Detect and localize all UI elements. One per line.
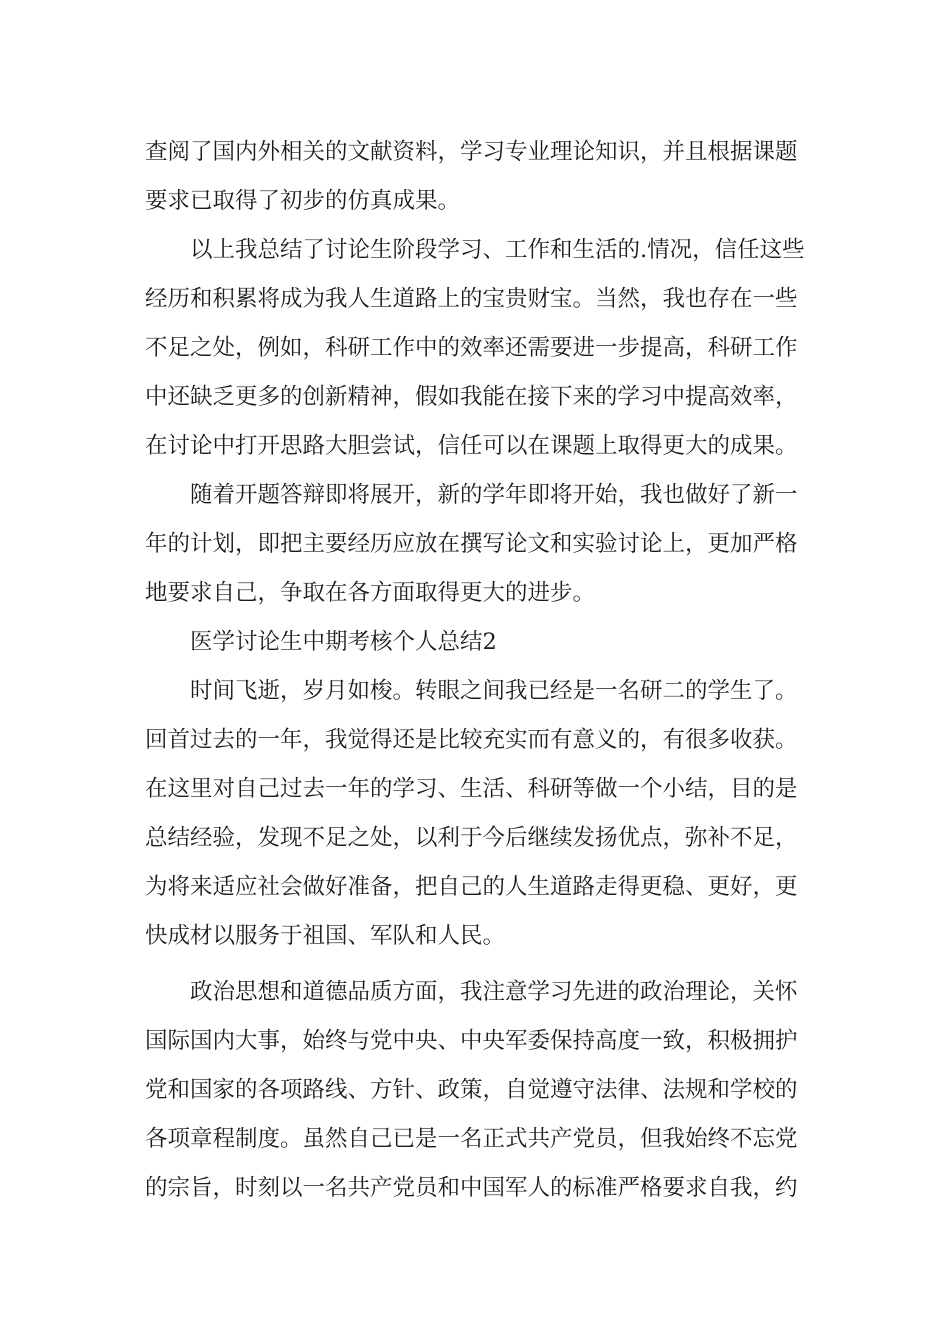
paragraph-line: 年的计划，即把主要经历应放在撰写论文和实验讨论上，更加严格 [145,531,798,557]
paragraph-line: 查阅了国内外相关的文献资料，学习专业理论知识，并且根据课题 [145,139,798,165]
paragraph-line: 要求已取得了初步的仿真成果。 [145,188,461,214]
paragraph-line: 为将来适应社会做好准备，把自己的人生道路走得更稳、更好，更 [145,874,798,900]
paragraph-line: 各项章程制度。虽然自己已是一名正式共产党员，但我始终不忘党 [145,1126,798,1152]
paragraph-line: 经历和积累将成为我人生道路上的宝贵财宝。当然，我也存在一些 [145,286,798,312]
document-body [145,128,810,1213]
paragraph-line: 政治思想和道德品质方面，我注意学习先进的政治理论，关怀 [190,979,798,1005]
section-heading: 医学讨论生中期考核个人总结2 [190,629,497,655]
paragraph-line: 的宗旨，时刻以一名共产党员和中国军人的标准严格要求自我，约 [145,1175,798,1201]
paragraph-line: 地要求自己，争取在各方面取得更大的进步。 [145,580,596,606]
paragraph-line: 中还缺乏更多的创新精神，假如我能在接下来的学习中提高效率， [145,384,798,410]
paragraph-line: 回首过去的一年，我觉得还是比较充实而有意义的，有很多收获。 [145,727,798,753]
paragraph-line: 党和国家的各项路线、方针、政策，自觉遵守法律、法规和学校的 [145,1077,798,1103]
paragraph-line: 时间飞逝，岁月如梭。转眼之间我已经是一名研二的学生了。 [190,678,798,704]
paragraph-line: 快成材以服务于祖国、军队和人民。 [145,923,506,949]
paragraph-line: 国际国内大事，始终与党中央、中央军委保持高度一致，积极拥护 [145,1028,798,1054]
paragraph-line: 在这里对自己过去一年的学习、生活、科研等做一个小结，目的是 [145,776,798,802]
paragraph-line: 总结经验，发现不足之处，以利于今后继续发扬优点，弥补不足， [145,825,798,851]
paragraph-line: 不足之处，例如，科研工作中的效率还需要进一步提高，科研工作 [145,335,798,361]
paragraph-line: 在讨论中打开思路大胆尝试，信任可以在课题上取得更大的成果。 [145,433,798,459]
paragraph-line: 随着开题答辩即将展开，新的学年即将开始，我也做好了新一 [190,482,798,508]
paragraph-line: 以上我总结了讨论生阶段学习、工作和生活的.情况，信任这些 [190,237,805,263]
